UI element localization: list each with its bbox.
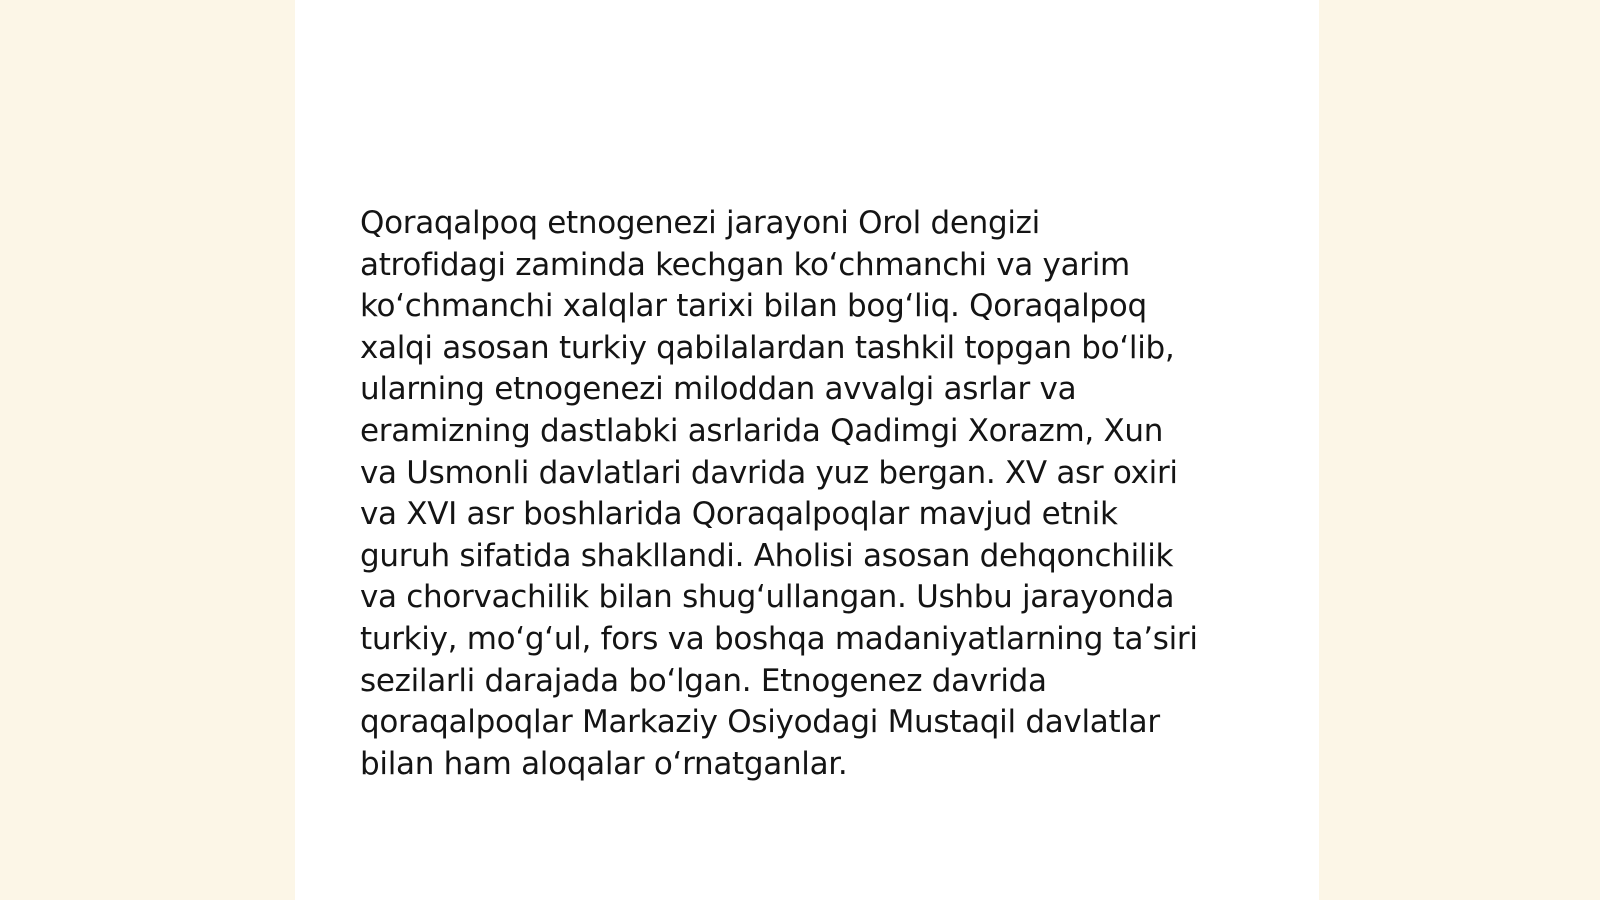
document-page [295, 0, 1319, 900]
body-paragraph: Qoraqalpoq etnogenezi jarayoni Orol dengizi atrofidagi zaminda kechgan koʻchmanchi va yarim koʻchmanchi xalqlar tarixi bilan bogʻliq. Qoraqalpoq xalqi asosan turkiy qabilalardan tashkil topgan boʻlib, ularning etnogenezi miloddan avvalgi asrlar va eramizning dastlabki asrlarida Qadimgi Xorazm, Xun va Usmonli davlatlari davrida yuz bergan. XV asr oxiri va XVI asr boshlarida Qoraqalpoqlar mavjud etnik guruh sifatida shakllandi. Aholisi asosan dehqonchilik va chorvachilik bilan shugʻullangan. Ushbu jarayonda turkiy, moʻgʻul, fors va boshqa madaniyatlarning taʼsiri sezilarli darajada boʻlgan. Etnogenez davrida qoraqalpoqlar Markaziy Osiyodagi Mustaqil davlatlar bilan ham aloqalar oʻrnatganlar. [360, 205, 1198, 782]
